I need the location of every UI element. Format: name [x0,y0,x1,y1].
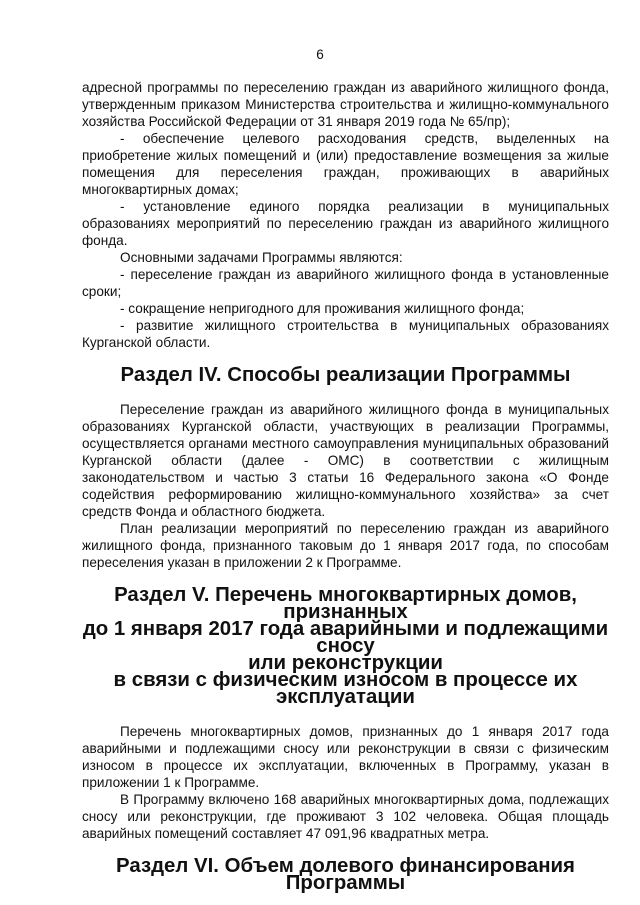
section-5-heading-line: Раздел V. Перечень многоквартирных домов, признанных [114,584,577,623]
section-5-paragraph-totals: В Программу включено 168 аварийных многоквартирных дома, подлежащих сносу или реконструкции, где проживают 3 102 человека. Общая площадь аварийных помещений составляет 47 091,96 квадратных метра. [82,792,609,841]
document-body [82,79,609,892]
section-5-heading-line: или реконструкции [248,652,443,674]
paragraph-program-reference: адресной программы по переселению граждан из аварийного жилищного фонда, утвержденным приказом Министерства строительства и жилищно-коммунального хозяйства Российской Федерации от 31 января 2019 года № 65/пр); [82,80,609,129]
paragraph-task-construction: - развитие жилищного строительства в муниципальных образованиях Курганской области. [82,318,609,350]
paragraph-task-resettlement: - переселение граждан из аварийного жилищного фонда в установленные сроки; [82,267,609,299]
page-number: 6 [316,47,324,62]
paragraph-task-reduction: - сокращение непригодного для проживания жилищного фонда; [120,301,525,316]
paragraph-target-spending: - обеспечение целевого расходования средств, выделенных на приобретение жилых помещений и (или) предоставление возмещения за жилые помещения для переселения граждан, проживающих в аварийных многоквартирных домах; [82,131,609,197]
section-5-heading [82,584,609,708]
section-6-heading: Раздел VI. Объем долевого финансирования Программы [116,855,575,894]
paragraph-unified-procedure: - установление единого порядка реализации в муниципальных образованиях мероприятий по переселению граждан из аварийного жилищного фонда. [82,199,609,248]
section-5-heading-line: до 1 января 2017 года аварийными и подлежащими сносу [82,618,609,657]
section-5-heading-line: в связи с физическим износом в процессе их эксплуатации [113,669,578,708]
section-4-paragraph-resettlement: Переселение граждан из аварийного жилищного фонда в муниципальных образованиях Курганской области, участвующих в реализации Программы, осуществляется органами местного самоуправления муниципальных образований Курганской области (далее - ОМС) в соответствии с жилищным законодательством и частью 3 статьи 16 Федерального закона «О Фонде содействия реформированию жилищно-коммунального хозяйства» за счет средств Фонда и областного бюджета. [82,402,609,519]
section-4-paragraph-plan: План реализации мероприятий по переселению граждан из аварийного жилищного фонда, признанного таковым до 1 января 2017 года, по способам переселения указан в приложении 2 к Программе. [82,521,609,570]
paragraph-tasks-intro: Основными задачами Программы являются: [120,250,403,265]
section-5-paragraph-list: Перечень многоквартирных домов, признанных до 1 января 2017 года аварийными и подлежащими сносу или реконструкции в связи с физическим износом в процессе их эксплуатации, включенных в Программу, указан в приложении 1 к Программе. [82,724,609,790]
section-4-heading: Раздел IV. Способы реализации Программы [120,364,571,386]
